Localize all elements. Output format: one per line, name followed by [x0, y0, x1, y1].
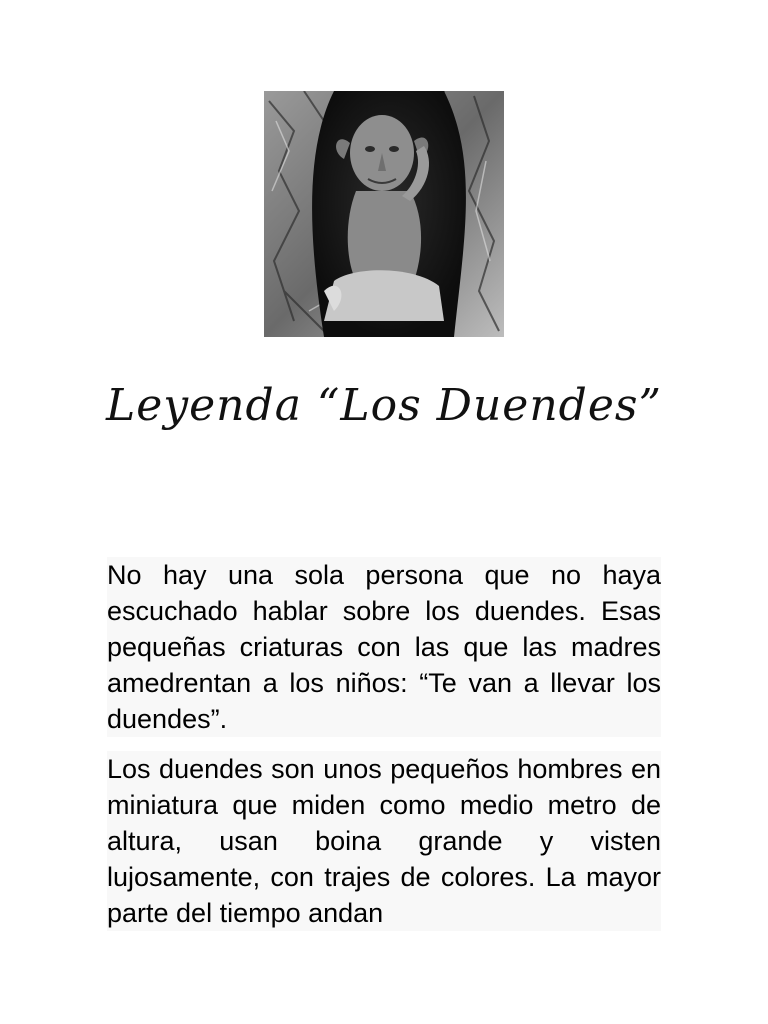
- paragraph-2: Los duendes son unos pequeños hombres en miniatura que miden como medio metro de altura, usan boina grande y visten lujosamente, con trajes de colores. La mayor parte del tiempo andan: [107, 751, 661, 931]
- paragraph-1: No hay una sola persona que no haya escuchado hablar sobre los duendes. Esas pequeñas criaturas con las que las madres amedrentan a los niños: “Te van a llevar los duendes”.: [107, 557, 661, 737]
- document-body: [107, 557, 661, 945]
- document-title: Leyenda “Los Duendes”: [106, 380, 662, 431]
- goblin-photo: [264, 91, 504, 337]
